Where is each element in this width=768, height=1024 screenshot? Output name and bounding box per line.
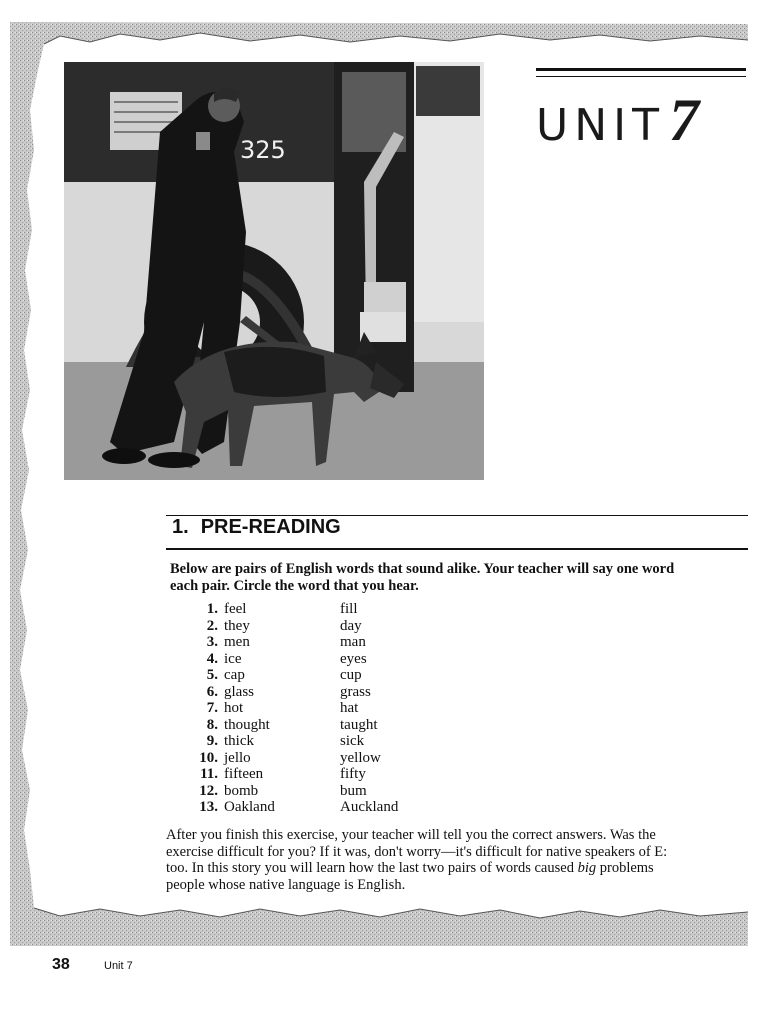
word-option[interactable]: men bbox=[224, 634, 250, 650]
word-pair-row bbox=[196, 766, 416, 783]
pair-number: 7. bbox=[206, 700, 218, 716]
pair-number: 2. bbox=[206, 617, 218, 634]
pair-number: 4. bbox=[206, 650, 218, 667]
page-number: 38 bbox=[52, 956, 70, 973]
instructions-line: each pair. Circle the word that you hear. bbox=[170, 578, 419, 594]
word-pair-row bbox=[196, 684, 416, 701]
word-pair-list bbox=[196, 601, 416, 816]
closing-text: problems bbox=[596, 860, 654, 876]
closing-line: After you finish this exercise, your teacher will tell you the correct answers. Was the bbox=[166, 827, 656, 843]
section-heading bbox=[172, 516, 341, 539]
word-option[interactable]: cap bbox=[224, 667, 245, 683]
police-dog-photo bbox=[64, 62, 484, 480]
word-pair-row bbox=[196, 783, 416, 800]
word-option[interactable]: bum bbox=[340, 782, 367, 799]
word-pair-row bbox=[196, 634, 416, 651]
pair-number: 8. bbox=[206, 716, 218, 733]
word-option[interactable]: fill bbox=[340, 601, 358, 617]
word-pair-row bbox=[196, 717, 416, 734]
pair-number: 12. bbox=[199, 782, 218, 799]
pair-number: 9. bbox=[206, 733, 218, 749]
word-option[interactable]: fifty bbox=[340, 766, 366, 782]
unit-number: 7 bbox=[668, 87, 699, 153]
word-option[interactable]: they bbox=[224, 617, 250, 634]
word-option[interactable]: hat bbox=[340, 700, 359, 716]
word-pair-row bbox=[196, 651, 416, 668]
word-option[interactable]: bomb bbox=[224, 782, 259, 799]
word-option[interactable]: eyes bbox=[340, 650, 367, 667]
closing-line: people whose native language is English. bbox=[166, 876, 406, 893]
word-option[interactable]: grass bbox=[340, 683, 371, 700]
emphasis-word: big bbox=[577, 860, 597, 876]
footer-unit-label: Unit 7 bbox=[104, 960, 133, 972]
word-option[interactable]: taught bbox=[340, 716, 378, 733]
word-option[interactable]: glass bbox=[224, 683, 254, 700]
word-option[interactable]: man bbox=[340, 634, 366, 650]
section-title: PRE-READING bbox=[200, 516, 341, 538]
word-option[interactable]: sick bbox=[340, 733, 365, 749]
closing-text: too. In this story you will learn how the last two pairs of words caused bbox=[166, 860, 578, 876]
pair-number: 5. bbox=[206, 667, 218, 683]
word-pair-row bbox=[196, 700, 416, 717]
instructions bbox=[170, 561, 754, 595]
word-option[interactable]: feel bbox=[224, 601, 247, 617]
pair-number: 10. bbox=[199, 749, 218, 766]
word-option[interactable]: hot bbox=[224, 700, 244, 716]
pair-number: 11. bbox=[200, 766, 218, 782]
pair-number: 1. bbox=[206, 601, 218, 617]
word-option[interactable]: jello bbox=[224, 749, 251, 766]
word-option[interactable]: fifteen bbox=[224, 766, 264, 782]
word-option[interactable]: Oakland bbox=[224, 799, 275, 815]
word-option[interactable]: Auckland bbox=[340, 799, 399, 815]
word-pair-row bbox=[196, 601, 416, 618]
pair-number: 13. bbox=[199, 799, 218, 815]
word-option[interactable]: yellow bbox=[340, 749, 381, 766]
word-pair-row bbox=[196, 733, 416, 750]
word-pair-row bbox=[196, 618, 416, 635]
word-pair-row bbox=[196, 750, 416, 767]
word-option[interactable]: ice bbox=[224, 650, 242, 667]
closing-line: exercise difficult for you? If it was, don't worry—it's difficult for native speakers of E: bbox=[166, 843, 668, 860]
closing-line bbox=[166, 860, 756, 877]
pair-number: 3. bbox=[206, 634, 218, 650]
pair-number: 6. bbox=[206, 683, 218, 700]
section-rule-bottom bbox=[166, 548, 748, 550]
unit-word: UNIT bbox=[536, 100, 665, 151]
word-pair-row bbox=[196, 667, 416, 684]
unit-title bbox=[536, 86, 699, 155]
section-number: 1. bbox=[172, 516, 189, 538]
unit-header-rule bbox=[536, 68, 746, 71]
word-option[interactable]: day bbox=[340, 617, 362, 634]
word-option[interactable]: thought bbox=[224, 716, 270, 733]
unit-header-rule-thin bbox=[536, 76, 746, 77]
word-pair-row bbox=[196, 799, 416, 816]
instructions-line: Below are pairs of English words that sound alike. Your teacher will say one word bbox=[170, 561, 675, 577]
closing-paragraph bbox=[166, 827, 756, 893]
word-option[interactable]: thick bbox=[224, 733, 254, 749]
word-option[interactable]: cup bbox=[340, 667, 362, 683]
bus-number: 325 bbox=[240, 136, 286, 164]
